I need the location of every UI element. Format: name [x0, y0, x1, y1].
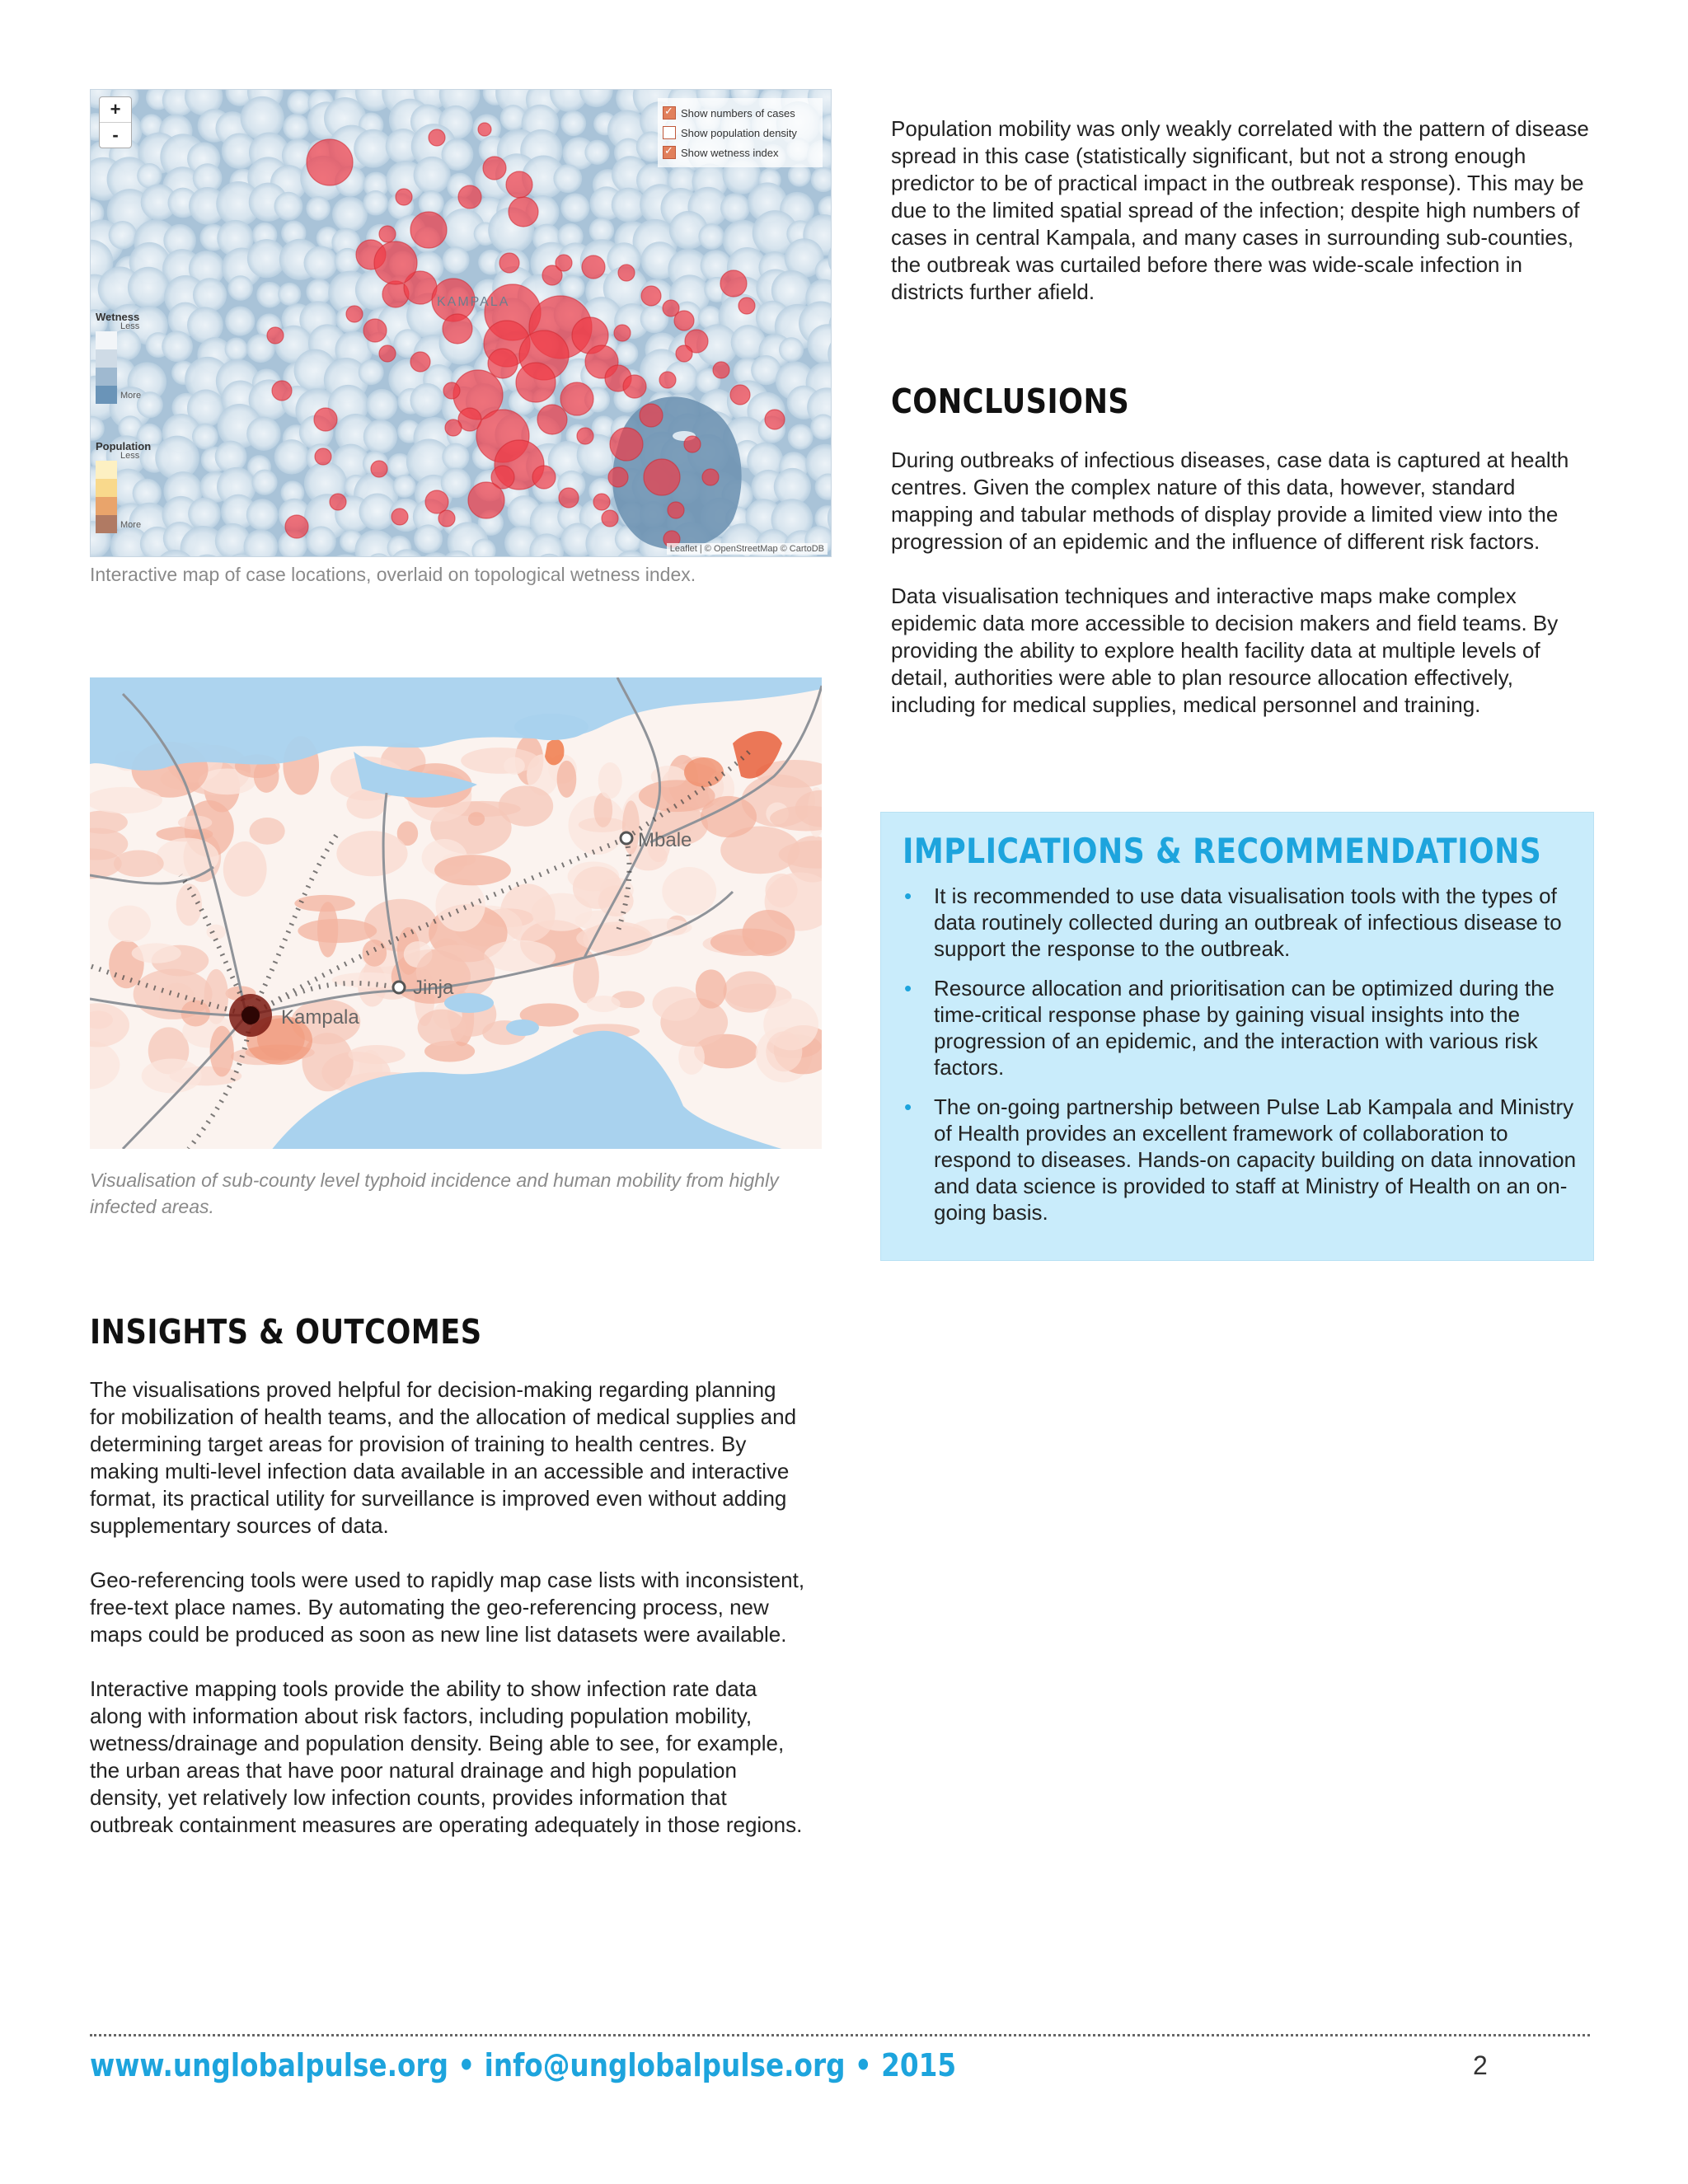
incidence-patch — [576, 925, 649, 952]
wetness-cell — [366, 389, 397, 420]
incidence-patch — [652, 987, 700, 1021]
case-circle — [379, 226, 396, 242]
case-circle — [668, 502, 684, 518]
case-circle — [582, 255, 605, 279]
case-circle — [537, 405, 567, 434]
case-circle — [346, 306, 363, 322]
wetness-cell — [788, 424, 814, 450]
list-item-text: Resource allocation and prioritisation can be optimized during the time-critical response phase by gaining visual insights into the progression of an epidemic, and the interaction with various risk factors. — [934, 976, 1554, 1080]
legend-swatch — [96, 331, 117, 349]
case-circle — [623, 375, 646, 398]
case-circle — [713, 362, 729, 378]
wetness-cell — [553, 164, 582, 193]
case-circle — [506, 171, 532, 198]
legend-swatch — [96, 515, 117, 533]
case-circle — [443, 382, 460, 399]
case-circle — [556, 255, 572, 271]
insights-paragraph: The visualisations proved helpful for decision-making regarding planning for mobilization of health teams, and the allocation of medical supplies and determining target areas for provision of training to health centres. By making multi-level infection data available in an accessible and interactive format, its practical utility for surveillance is improved even without adding supplementary sources of data. — [90, 1377, 797, 1538]
incidence-patch — [418, 1010, 467, 1046]
case-circle — [702, 469, 719, 485]
case-circle — [330, 494, 346, 510]
wetness-cell — [359, 359, 384, 385]
case-circle — [285, 515, 308, 538]
kampala-hotspot-core — [241, 1006, 260, 1024]
wetness-cell — [303, 246, 337, 279]
wetness-cell — [560, 110, 586, 136]
case-circle — [438, 510, 455, 527]
checkbox-wetness[interactable] — [663, 146, 676, 159]
wetness-cell — [779, 337, 804, 362]
wetness-cell — [225, 338, 248, 361]
legend-swatch — [96, 479, 117, 497]
zoom-control — [99, 96, 132, 148]
wetness-cell — [246, 417, 280, 451]
case-circle — [720, 270, 747, 297]
incidence-patch — [363, 940, 387, 967]
town-label-mbale: Mbale — [638, 829, 692, 851]
case-wetness-map[interactable] — [90, 89, 832, 557]
incidence-patch — [766, 1031, 802, 1071]
town-label-kampala: Kampala — [281, 1006, 359, 1029]
wetness-cell — [363, 419, 397, 453]
conclusions-paragraph: During outbreaks of infectious diseases, case data is captured at health centres. Given the complex nature of this data, however, standard mapping and tabular methods of display provide a limited view into the progression of an epidemic and the influence of different risk factors. — [891, 448, 1569, 554]
wetness-cell — [332, 197, 368, 232]
incidence-patch — [108, 906, 151, 943]
wetness-cell — [162, 330, 193, 362]
wetness-cell — [306, 196, 331, 221]
wetness-cell — [246, 499, 279, 531]
insights-paragraph: Interactive mapping tools provide the ability to show infection rate data along with information about risk factors, including population mobility, wetness/drainage and population density. Being able to see, for example, the urban areas that have poor natural drainage and high population density, yet relatively low infection counts, provides information that outbreak containment measures are operating adequately in those regions. — [90, 1676, 803, 1837]
case-circle — [499, 253, 519, 273]
case-circle — [478, 123, 491, 136]
incidence-patch — [500, 883, 556, 942]
wetness-cell — [287, 91, 311, 115]
case-circle — [640, 404, 663, 427]
layer-panel — [658, 98, 823, 167]
case-circle — [371, 461, 387, 477]
wetness-cell — [193, 278, 227, 312]
case-circle — [593, 494, 610, 510]
wetness-cell — [278, 283, 301, 306]
case-circle — [560, 382, 593, 415]
case-circle — [765, 410, 785, 429]
legend-title: Population — [96, 440, 152, 452]
wetness-cell — [128, 267, 169, 308]
map1-caption: Interactive map of case locations, overlaid on topological wetness index. — [90, 564, 696, 585]
incidence-hotspot — [684, 757, 724, 787]
case-circle — [468, 482, 504, 518]
case-circle — [641, 286, 661, 306]
wetness-cell — [410, 383, 444, 418]
case-circle — [608, 467, 628, 487]
map2-canvas — [90, 677, 822, 1149]
incidence-patch — [348, 1045, 405, 1064]
insights-heading: INSIGHTS & OUTCOMES — [90, 1312, 482, 1352]
incidence-patch — [499, 785, 553, 826]
case-circle — [676, 345, 692, 362]
layer-label: Show numbers of cases — [681, 106, 795, 120]
case-circle — [363, 319, 387, 342]
wetness-cell — [443, 246, 470, 274]
case-circle — [267, 327, 284, 344]
incidence-patch — [434, 855, 511, 885]
case-circle — [483, 157, 506, 180]
case-circle — [272, 381, 292, 401]
incidence-patch — [598, 762, 622, 799]
incidence-patch — [114, 851, 164, 878]
case-circle — [602, 510, 618, 527]
list-item — [903, 1094, 1578, 1226]
wetness-cell — [363, 190, 388, 216]
conclusions-text — [891, 447, 1600, 719]
incidence-patch — [176, 883, 202, 926]
legend-swatch — [96, 497, 117, 515]
legend-swatch — [96, 368, 117, 386]
layer-toggle-wetness[interactable] — [663, 143, 818, 162]
bullet: • — [904, 883, 912, 908]
bullet: • — [904, 976, 912, 1001]
case-circle — [674, 311, 694, 330]
case-circle — [458, 185, 481, 209]
case-circle — [610, 428, 643, 461]
wetness-cell — [192, 424, 218, 450]
town-marker-mbale — [621, 832, 632, 844]
case-circle — [684, 436, 701, 452]
list-item — [903, 975, 1578, 1080]
case-circle — [559, 488, 579, 508]
checkbox-population[interactable] — [663, 126, 676, 139]
incidence-patch — [723, 971, 776, 1012]
case-circle — [307, 139, 353, 185]
wetness-cell — [274, 192, 303, 221]
case-circle — [738, 298, 755, 314]
incidence-patch — [586, 996, 620, 1012]
incidence-patch — [557, 761, 577, 798]
wetness-cell — [188, 498, 221, 531]
map-attribution[interactable]: Leaflet | © OpenStreetMap © CartoDB — [667, 543, 828, 555]
incidence-patch — [504, 757, 525, 775]
wetness-cell — [442, 443, 469, 471]
checkbox-cases[interactable] — [663, 106, 676, 120]
implications-box — [880, 812, 1594, 1261]
case-circle — [577, 428, 593, 444]
wetness-cell — [283, 114, 309, 140]
legend-more: More — [120, 520, 142, 530]
wetness-cell — [698, 223, 724, 250]
layer-toggle-cases[interactable] — [663, 103, 818, 123]
implications-list — [903, 883, 1578, 1239]
lake-patch — [514, 714, 588, 740]
layer-toggle-population[interactable] — [663, 123, 818, 143]
incidence-patch — [223, 841, 267, 897]
case-circle — [443, 314, 472, 344]
incidence-patch — [132, 943, 181, 963]
conclusions-heading: CONCLUSIONS — [891, 382, 1130, 421]
case-circle — [374, 241, 417, 284]
wetness-cell — [251, 470, 277, 495]
wetness-cell — [589, 218, 615, 243]
place-label-kampala: KAMPALA — [437, 295, 510, 309]
wetness-cell — [227, 275, 253, 301]
legend-swatch — [96, 349, 117, 368]
incidence-patch — [346, 790, 385, 819]
incidence-patch — [435, 879, 485, 931]
list-item-text: It is recommended to use data visualisation tools with the types of data routinely collected during an outbreak of infectious disease to support the response to the outbreak. — [934, 883, 1562, 961]
list-item-text: The on-going partnership between Pulse Lab Kampala and Ministry of Health provides an excellent framework of collaboration to respond to diseases. Hands-on capacity building on data innovation and data science is provided to staff at Ministry of Health on an on-going basis. — [934, 1094, 1577, 1225]
case-circle — [410, 212, 447, 248]
legend-swatch — [96, 461, 117, 479]
wetness-cell — [414, 157, 451, 194]
wetness-cell — [306, 279, 331, 304]
case-circle — [730, 385, 750, 405]
incidence-patch — [662, 867, 716, 916]
legend-less: Less — [120, 451, 140, 461]
incidence-patch — [207, 925, 226, 940]
incidence-patch — [336, 831, 407, 876]
case-circle — [445, 419, 462, 436]
footer-contact-links[interactable]: www.unglobalpulse.org • info@unglobalpulse.org • 2015 — [90, 2047, 957, 2083]
implications-heading: IMPLICATIONS & RECOMMENDATIONS — [903, 831, 1542, 871]
zoom-out-button[interactable]: - — [100, 122, 131, 148]
zoom-in-button[interactable]: + — [110, 99, 121, 120]
case-circle — [659, 372, 676, 388]
town-label-jinja: Jinja — [413, 977, 454, 999]
town-marker-jinja — [393, 982, 405, 993]
wetness-cell — [584, 140, 609, 165]
case-circle — [509, 197, 538, 227]
legend-swatch — [96, 386, 117, 404]
incidence-patch — [468, 812, 485, 826]
case-circle — [614, 325, 631, 341]
population-legend — [96, 440, 153, 530]
mobility-incidence-map — [90, 677, 822, 1149]
case-circle — [488, 349, 518, 378]
bullet: • — [904, 1094, 912, 1119]
case-circle — [429, 129, 445, 146]
case-circle — [315, 448, 331, 465]
case-circle — [314, 408, 337, 431]
insights-paragraph: Geo-referencing tools were used to rapidly map case lists with inconsistent, free-text place names. By automating the geo-referencing process, new maps could be produced as soon as new line list datasets were available. — [90, 1568, 805, 1647]
case-circle — [396, 189, 412, 205]
conclusions-paragraph: Data visualisation techniques and interactive maps make complex epidemic data more accessible to decision makers and field teams. By providing the ability to explore health facility data at multiple levels of detail, authorities were able to plan resource allocation effectively, including for medical supplies, medical personnel and training. — [891, 583, 1559, 717]
incidence-patch — [178, 816, 212, 830]
incidence-patch — [696, 969, 727, 1008]
legend-more: More — [120, 391, 142, 401]
case-circle — [532, 466, 556, 489]
incidence-patch — [317, 902, 338, 957]
footer-divider — [90, 2034, 1590, 2036]
layer-label: Show wetness index — [681, 146, 779, 159]
case-circle — [410, 352, 430, 372]
wetness-cell — [109, 221, 137, 249]
incidence-patch — [249, 818, 284, 845]
wetness-cell — [225, 306, 255, 335]
incidence-patch — [461, 748, 539, 774]
lake-patch — [506, 1019, 539, 1036]
case-circle — [618, 265, 635, 281]
legend-title: Wetness — [96, 311, 140, 323]
incidence-patch — [710, 929, 787, 956]
incidence-patch — [622, 800, 640, 854]
wetness-cell — [393, 475, 416, 498]
page-number: 2 — [1473, 2050, 1488, 2080]
map2-caption: Visualisation of sub-county level typhoid incidence and human mobility from highly infected areas. — [90, 1169, 779, 1217]
legend-less: Less — [120, 321, 140, 331]
list-item — [903, 883, 1578, 962]
case-circle — [392, 509, 408, 525]
layer-label: Show population density — [681, 126, 797, 139]
insights-text — [90, 1376, 807, 1839]
case-circle — [644, 459, 680, 495]
wetness-cell — [274, 439, 310, 475]
case-circle — [516, 363, 556, 402]
wetness-cell — [720, 193, 750, 223]
wetness-cell — [414, 524, 443, 553]
wetness-cell — [306, 526, 336, 556]
case-circle — [379, 345, 396, 362]
wetness-cell — [560, 193, 589, 222]
intro-paragraph: Population mobility was only weakly correlated with the pattern of disease spread in this case (statistically significant, but not a strong enough predictor to be of practical impact in the outbreak response). This may be due to the limited spatial spread of the infection; despite high numbers of cases in central Kampala, and many cases in surrounding sub-counties, the outbreak was curtailed before there was wide-scale infection in districts further afield. — [891, 116, 1589, 304]
wetness-cell — [215, 441, 247, 473]
wetness-legend — [96, 311, 153, 401]
